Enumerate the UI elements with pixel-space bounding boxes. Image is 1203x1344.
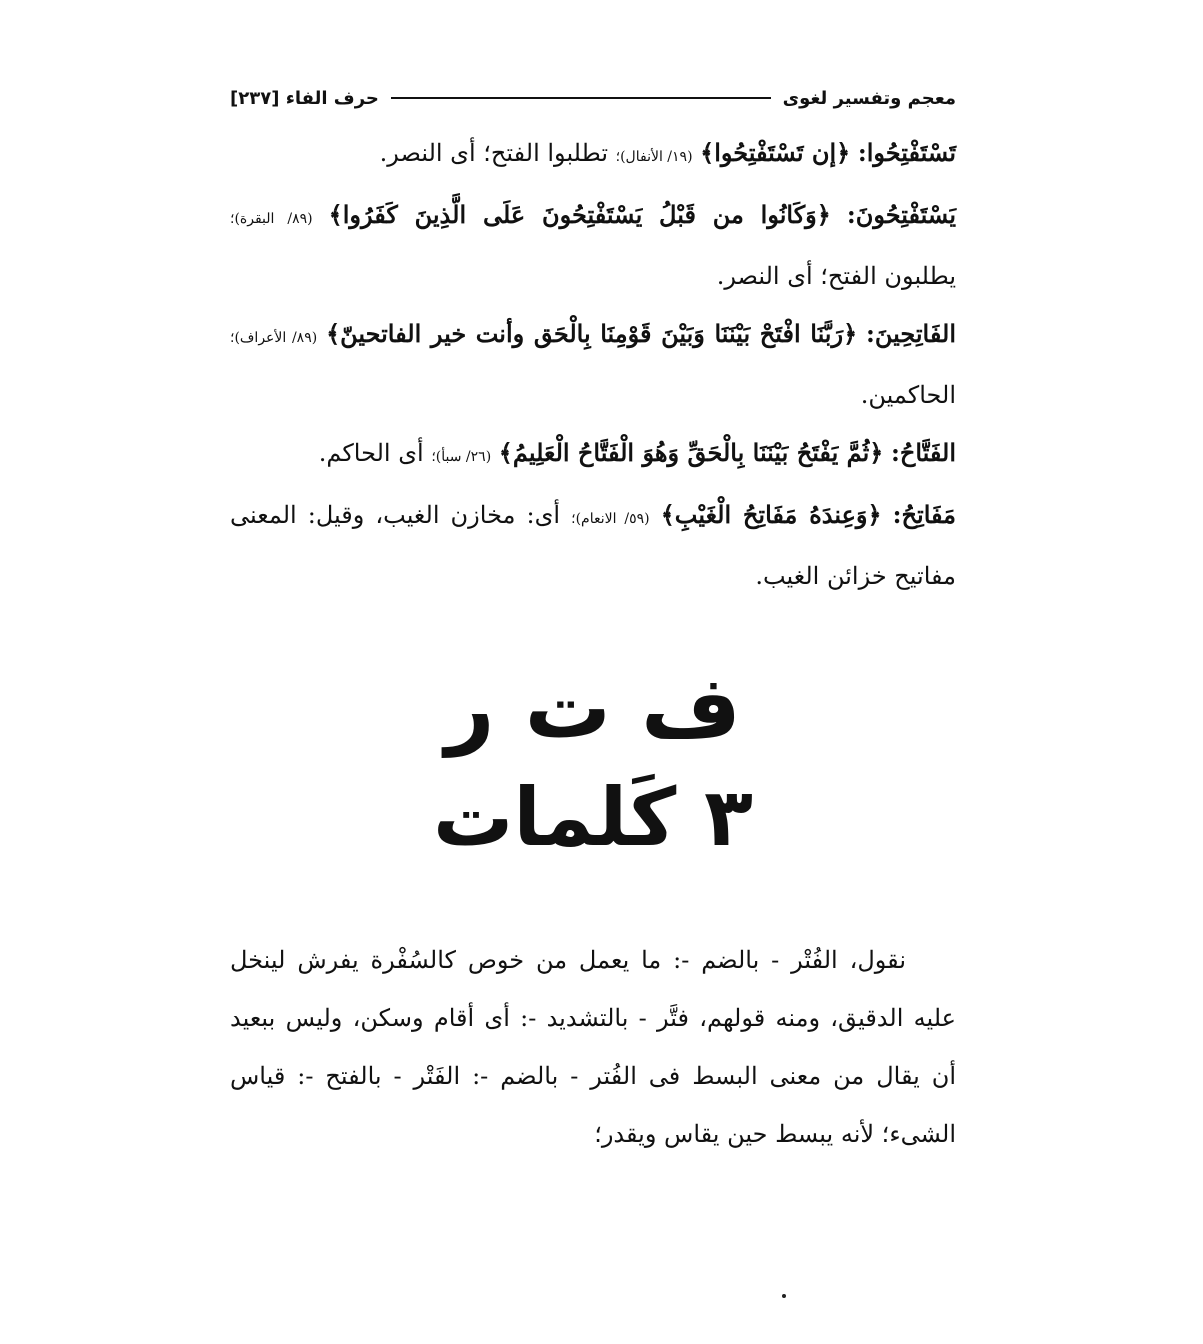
entry-reference: (٨٩/ الأعراف)؛ xyxy=(230,330,318,346)
entry-gloss: الحاكمين. xyxy=(860,381,956,409)
entry-headword: الفَتَّاحُ: xyxy=(890,438,956,467)
root-letters-heading: ف ت ر xyxy=(445,658,741,758)
entry-gloss: أى: مخازن الغيب، وقيل: المعنى مفاتيح خزائن الغيب. xyxy=(230,501,956,590)
section-page-number: حرف الفاء [٢٣٧] xyxy=(230,87,379,109)
entry-headword: مَفَاتِحُ: xyxy=(892,500,957,529)
running-header xyxy=(230,78,956,118)
header-rule xyxy=(391,97,771,99)
entry-headword: تَسْتَفْتِحُوا: xyxy=(857,138,956,167)
entry-verse: ﴿رَبَّنَا افْتَحْ بَيْنَنَا وَبَيْنَ قَوْمِنَا بِالْحَق وأنت خير الفاتحينّ﴾ xyxy=(326,319,858,348)
entry-reference: (١٩/ الأنفال)؛ xyxy=(615,149,693,165)
entry-gloss: أى الحاكم. xyxy=(318,439,424,467)
book-title: معجم وتفسير لغوى xyxy=(782,87,956,109)
page xyxy=(230,78,956,1163)
entry-verse: ﴿ثُمَّ يَفْتَحُ بَيْنَنَا بِالْحَقِّ وَهُوَ الْفَتَّاحُ الْعَلِيمُ﴾ xyxy=(498,438,884,467)
entry xyxy=(230,186,956,305)
entry-reference: (٥٩/ الانعام)؛ xyxy=(571,511,650,527)
entry xyxy=(230,305,956,424)
entry-headword: الفَاتِحِينَ: xyxy=(866,319,956,348)
entry-reference: (٨٩/ البقرة)؛ xyxy=(230,211,313,227)
entry-verse: ﴿إن تَسْتَفْتِحُوا﴾ xyxy=(700,138,851,167)
entry xyxy=(230,486,956,605)
word-count-heading: ٣ كَلمات xyxy=(433,771,753,864)
entry xyxy=(230,424,956,486)
entry-gloss: يطلبون الفتح؛ أى النصر. xyxy=(716,262,956,290)
entry-gloss: تطلبوا الفتح؛ أى النصر. xyxy=(379,139,608,167)
entry-verse: ﴿وَكَانُوا من قَبْلُ يَسْتَفْتِحُونَ عَلَى الَّذِينَ كَفَرُوا﴾ xyxy=(328,200,831,229)
entry-verse: ﴿وَعِندَهُ مَفَاتِحُ الْغَيْبِ﴾ xyxy=(660,500,882,529)
body-text xyxy=(230,931,956,1163)
entry-headword: يَسْتَفْتِحُونَ: xyxy=(846,200,956,229)
body-paragraph: نقول، الفُتْر - بالضم -: ما يعمل من خوص كالسُفْرة يفرش لينخل عليه الدقيق، ومنه قولهم، فتَّر - بالتشديد -: أى أقام وسكن، وليس ببعيد أن يقال من معنى البسط فى الفُتر - بالضم -: الفَتْر - بالفتح -: قياس الشىء؛ لأنه يبسط حين يقاس ويقدر؛ xyxy=(230,946,956,1148)
entry xyxy=(230,124,956,186)
entries xyxy=(230,124,956,605)
entry-reference: (٢٦/ سبأ)؛ xyxy=(431,449,492,465)
page-mark xyxy=(782,1294,786,1298)
